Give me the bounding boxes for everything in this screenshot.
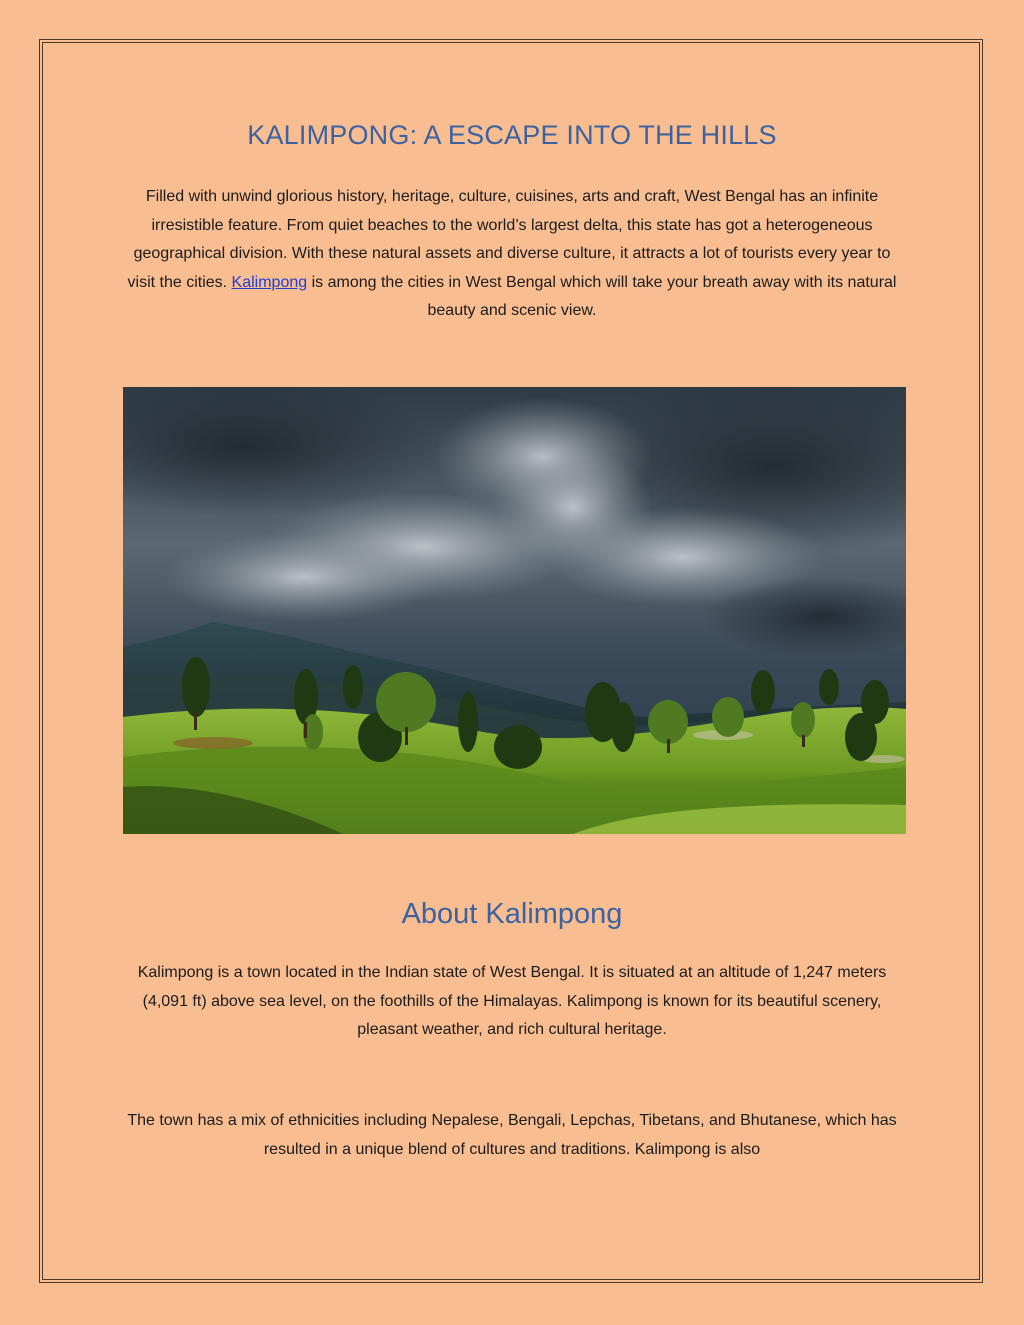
kalimpong-link[interactable]: Kalimpong xyxy=(231,273,308,291)
about-heading: About Kalimpong xyxy=(401,898,623,930)
intro-text-after-link: is among the cities in West Bengal which will take your breath away with its natural beauty and scenic view. xyxy=(307,273,897,319)
about-paragraph: Kalimpong is a town located in the Indian state of West Bengal. It is situated at an altitude of 1,247 meters (4,091 ft) above sea level, on the foothills of the Himalayas. Kalimpong is known for its beautiful scenery, pleasant weather, and rich cultural heritage. xyxy=(137,964,887,1038)
page-title: KALIMPONG: A ESCAPE INTO THE HILLS xyxy=(247,120,777,150)
ethnicities-paragraph: The town has a mix of ethnicities including Nepalese, Bengali, Lepchas, Tibetans, and Bhutanese, which has resulted in a unique blend of cultures and traditions. Kalimpong is also xyxy=(127,1112,897,1158)
kalimpong-landscape-photo xyxy=(123,387,906,834)
intro-text-before-link: Filled with unwind glorious history, heritage, culture, cuisines, arts and craft, West Bengal has an infinite irresistible feature. From quiet beaches to the world’s largest delta, this state has got a heterogeneous geographical division. With these natural assets and diverse culture, it attracts a lot of tourists every year to visit the cities. xyxy=(127,188,891,291)
intro-paragraph xyxy=(122,183,902,326)
